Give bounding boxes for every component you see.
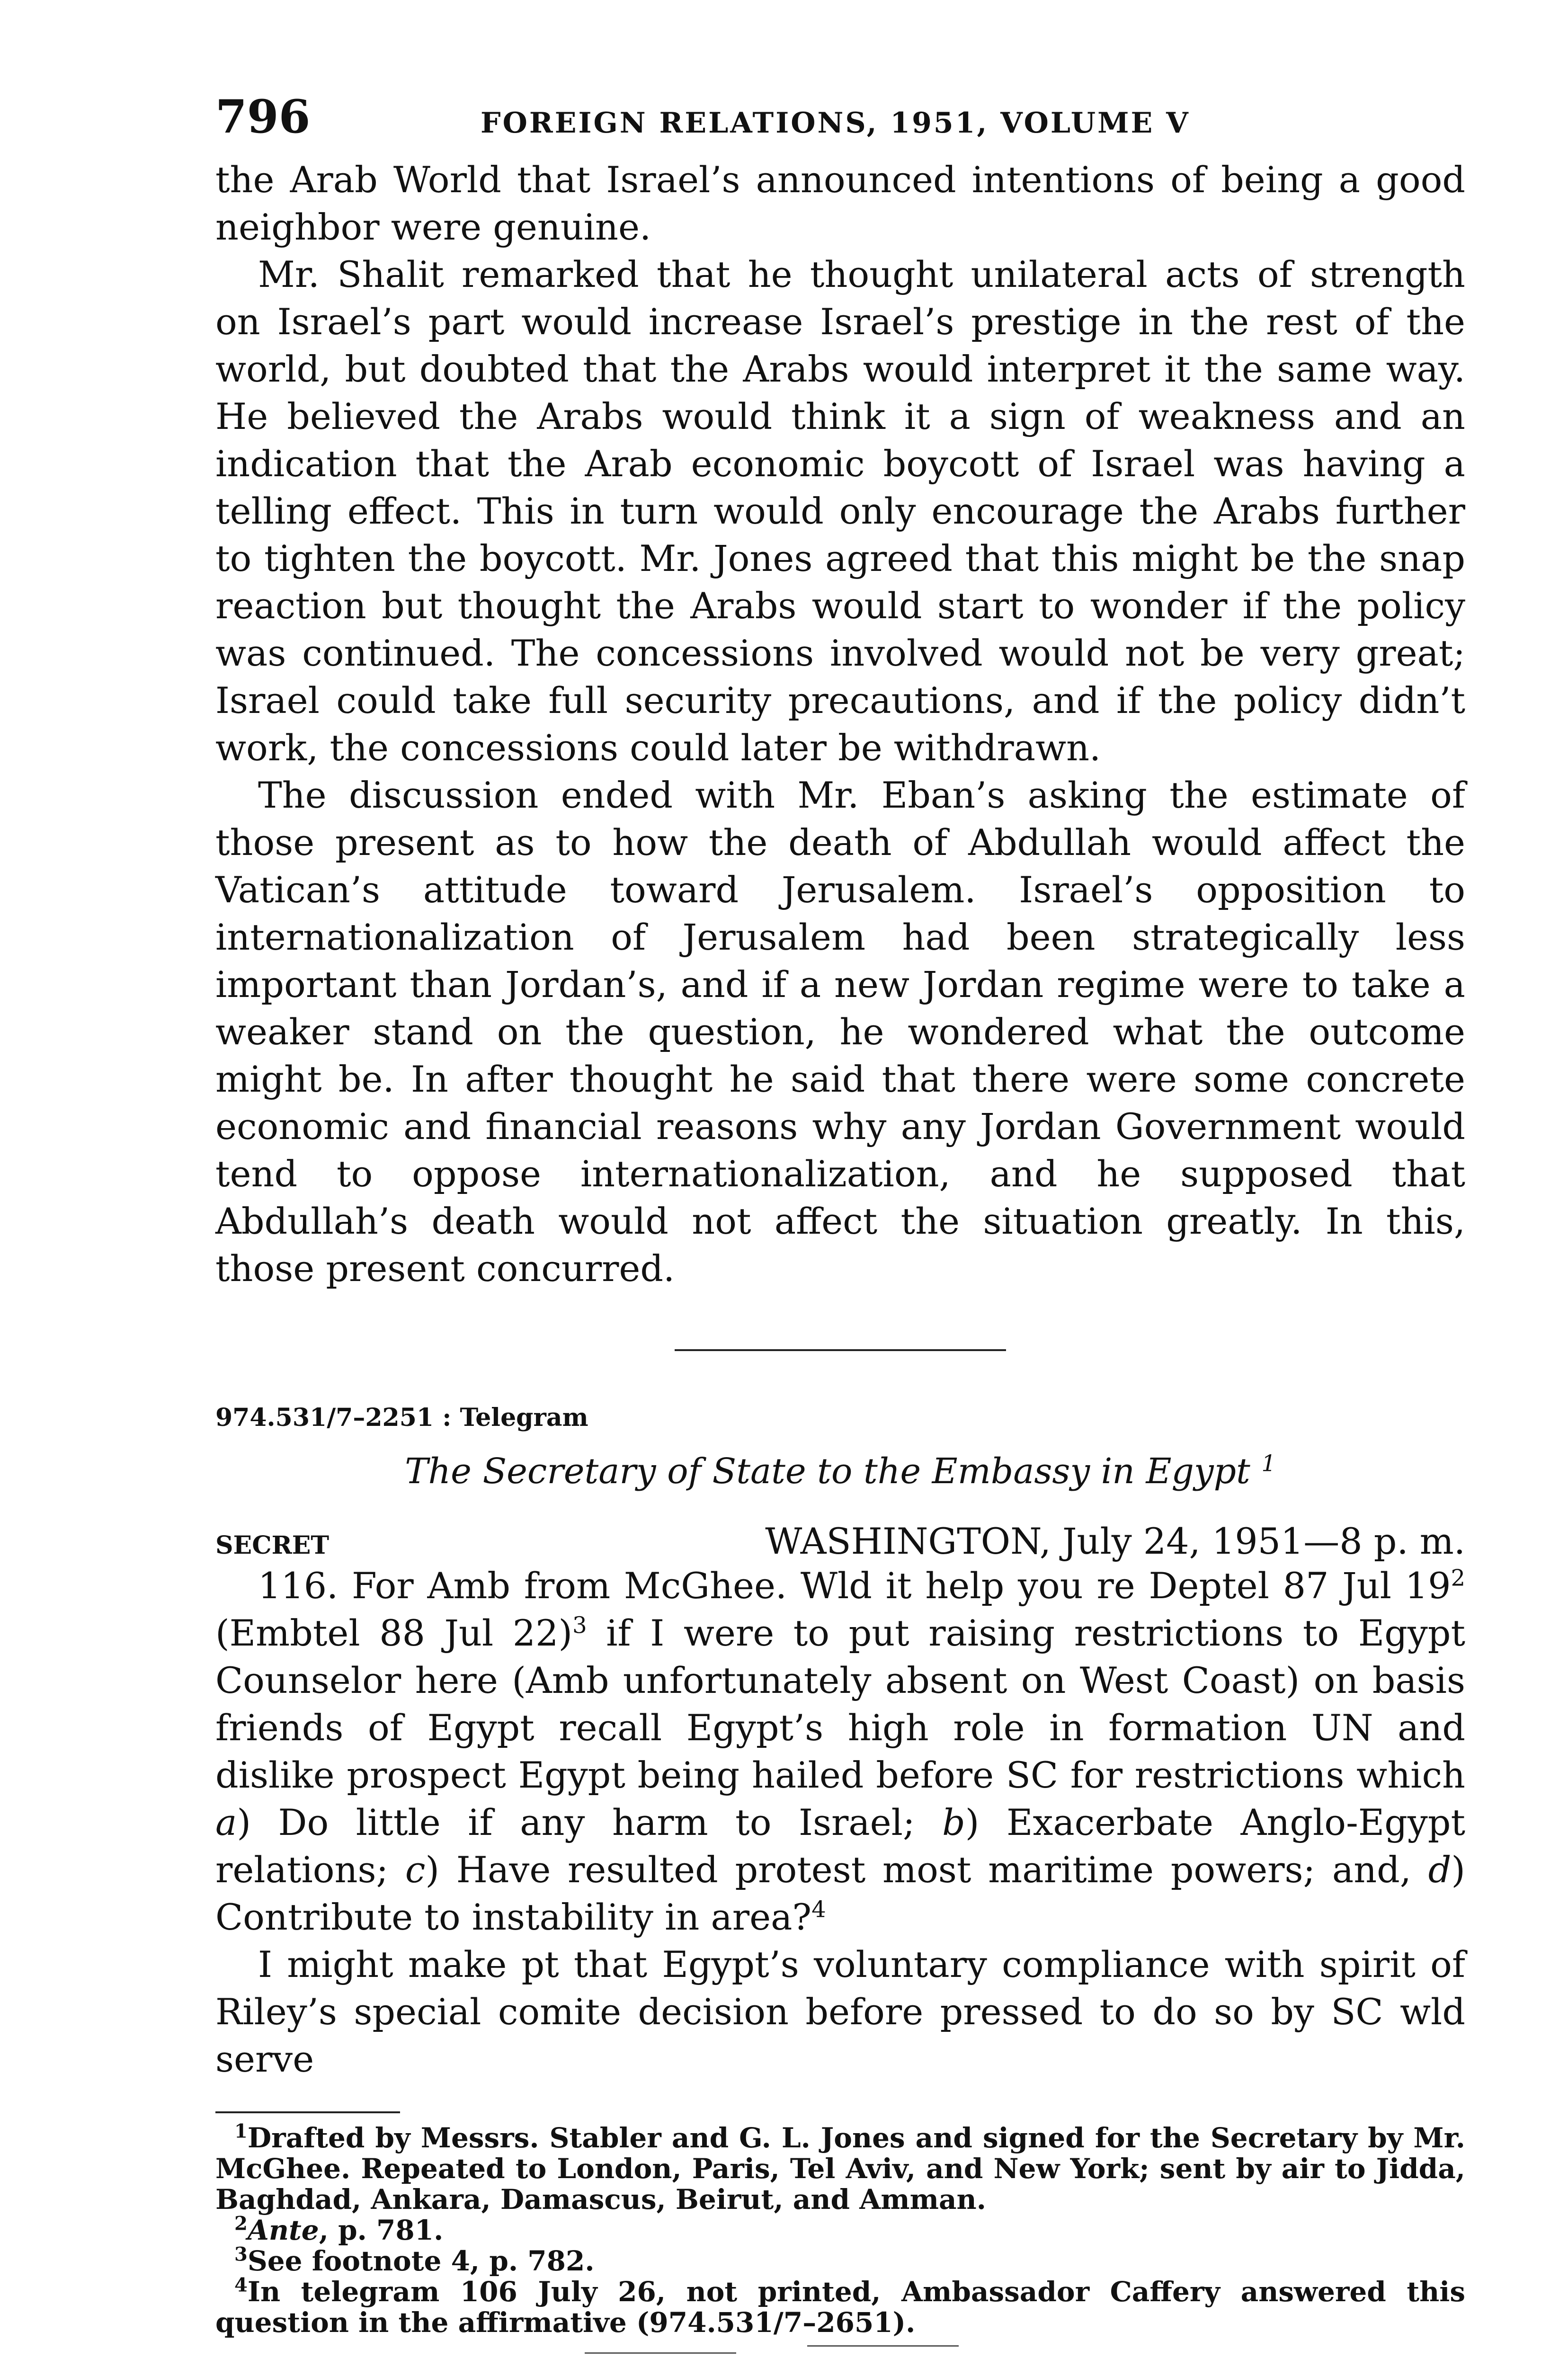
footnote-number: 3 [234,2243,248,2266]
document-title-text: The Secretary of State to the Embassy in Egypt [405,1451,1250,1492]
end-rule-right [807,2345,959,2347]
footnote-1 [215,2120,1465,2216]
page-number: 796 [215,90,311,143]
telegram-text [215,1562,1465,2083]
telegram-paragraph-2: I might make pt that Egypt’s voluntary compliance with spirit of Riley’s special comite decision before pressed to do so by SC wld serve [215,1943,1465,2080]
text-segment: if I were to put raising restrictions to Egypt Counselor here (Amb unfortunately absent on West Coast) on basis friends of Egypt recall Egypt’s high role in formation UN and dislike prospect Egypt being hailed before SC for restrictions which [215,1612,1465,1796]
document-title [215,1451,1465,1492]
list-marker-b: b [942,1801,965,1843]
text-segment: ) Contribute to instability in area? [215,1849,1465,1938]
section-divider [675,1349,1006,1351]
footnote-2 [215,2212,1465,2246]
paragraph-continued: the Arab World that Israel’s announced intentions of being a good neighbor were genuine. [215,159,1465,248]
text-segment: 116. For Amb from McGhee. Wld it help you re Deptel 87 Jul 19 [258,1565,1451,1607]
footnote-ref-4: 4 [811,1896,826,1923]
end-rule-left [585,2352,736,2354]
classification: SECRET [215,1531,330,1560]
document-id: 974.531/7–2251 : Telegram [215,1403,588,1432]
text-segment: ) Exacerbate Anglo-Egypt relations; [215,1801,1466,1891]
list-marker-a: a [215,1801,237,1843]
text-segment: ) Do little if any harm to Israel; [237,1801,943,1843]
telegram-paragraph-1 [215,1562,1465,1941]
footnote-number: 4 [234,2274,248,2296]
footnotes [215,2120,1465,2339]
footnote-text: , p. 781. [319,2214,444,2246]
text-segment: (Embtel 88 Jul 22) [215,1612,573,1654]
footnote-text: Drafted by Messrs. Stabler and G. L. Jones and signed for the Secretary by Mr. McGhee. Repeated to London, Paris, Tel Aviv, and New York; sent by air to Jidda, Baghdad, Ankara, Damascus, Beirut, and Amman. [215,2122,1465,2216]
paragraph-eban: The discussion ended with Mr. Eban’s asking the estimate of those present as to how the death of Abdullah would affect the Vatican’s attitude toward Jerusalem. Israel’s opposition to internationalization of Jerusalem had been strategically less important than Jordan’s, and if a new Jordan regime were to take a weaker stand on the question, he wondered what the outcome might be. In after thought he said that there were some concrete economic and financial reasons why any Jordan Government would tend to oppose internationalization, and he supposed that Abdullah’s death would not affect the situation greatly. In this, those present concurred. [215,774,1465,1290]
footnote-number: 1 [234,2120,248,2143]
footnote-text: In telegram 106 July 26, not printed, Ambassador Caffery answered this question in the affirmative (974.531/7–2651). [215,2276,1465,2339]
page-header [215,90,1465,156]
paragraph-shalit: Mr. Shalit remarked that he thought unilateral acts of strength on Israel’s part would increase Israel’s prestige in the rest of the world, but doubted that the Arabs would interpret it the same way. He believed the Arabs would think it a sign of weakness and an indication that the Arab economic boycott of Israel was having a telling effect. This in turn would only encourage the Arabs further to tighten the boycott. Mr. Jones agreed that this might be the snap reaction but thought the Arabs would start to wonder if the policy was continued. The concessions involved would not be very great; Israel could take full security precautions, and if the policy didn’t work, the concessions could later be withdrawn. [215,253,1465,769]
body-text [215,156,1465,1292]
classification-line [215,1520,1465,1562]
text-segment: ) Have resulted protest most maritime powers; and, [425,1849,1428,1891]
footnote-rule [215,2111,400,2113]
footnote-3 [215,2243,1465,2277]
footnote-text: See footnote 4, p. 782. [247,2245,595,2277]
footnote-italic: Ante [247,2214,319,2246]
footnote-ref-3: 3 [572,1612,587,1639]
footnote-4 [215,2274,1465,2339]
footnote-number: 2 [234,2212,248,2235]
document-page [215,90,1465,2367]
list-marker-c: c [405,1849,426,1891]
list-marker-d: d [1428,1849,1452,1891]
footnote-ref-2: 2 [1451,1565,1465,1592]
dateline: WASHINGTON, July 24, 1951—8 p. m. [765,1520,1465,1562]
footnote-ref-1: 1 [1261,1450,1276,1477]
end-rules [215,2343,1465,2367]
running-head: FOREIGN RELATIONS, 1951, VOLUME V [481,107,1190,140]
